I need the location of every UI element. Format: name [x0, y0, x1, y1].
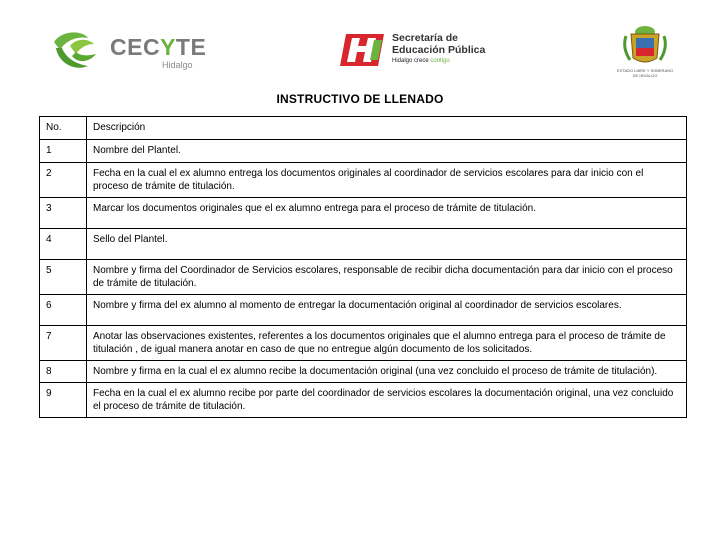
row-description: Sello del Plantel.: [87, 229, 687, 260]
row-number: 6: [40, 295, 87, 326]
hidalgo-seal: [614, 22, 676, 92]
row-number: 7: [40, 326, 87, 361]
row-description: Fecha en la cual el ex alumno entrega los documentos originales al coordinador de servicios escolares para dar inicio con el proceso de trámite de titulación.: [87, 163, 687, 198]
table-row: [40, 140, 687, 163]
row-description: Marcar los documentos originales que el ex alumno entrega para el proceso de trámite de titulación.: [87, 198, 687, 229]
table-row: [40, 326, 687, 361]
row-description: Nombre del Plantel.: [87, 140, 687, 163]
row-number: 9: [40, 383, 87, 418]
row-number: 4: [40, 229, 87, 260]
row-number: 5: [40, 260, 87, 295]
row-number: 3: [40, 198, 87, 229]
page-header: [0, 0, 720, 90]
sep-title: Secretaría de Educación Pública: [392, 32, 486, 56]
cecyte-leaf-icon: [48, 28, 108, 76]
cecyte-logo: [48, 28, 208, 76]
page-title: INSTRUCTIVO DE LLENADO: [276, 92, 444, 106]
seal-caption: ESTADO LIBRE Y SOBERANO DE HIDALGO: [616, 68, 674, 78]
sep-slogan: Hidalgo crece contigo: [392, 58, 450, 64]
cecyte-subtitle: Hidalgo: [162, 60, 193, 70]
table-row: [40, 295, 687, 326]
row-description: Nombre y firma en la cual el ex alumno recibe la documentación original (una vez concluido el proceso de trámite de titulación).: [87, 361, 687, 383]
table-row: [40, 361, 687, 383]
sep-h-icon: [338, 30, 386, 70]
table-header-row: [40, 117, 687, 140]
row-description: Anotar las observaciones existentes, referentes a los documentos originales que el alumno entrega para el proceso de trámite de titulación , de igual manera anotar en caso de que no entregue algún documento de los solicitados.: [87, 326, 687, 361]
row-description: Fecha en la cual el ex alumno recibe por parte del coordinador de servicios escolares la documentación original, una vez concluido el proceso de trámite de titulación.: [87, 383, 687, 418]
header-number: No.: [40, 117, 87, 140]
row-number: 1: [40, 140, 87, 163]
row-number: 2: [40, 163, 87, 198]
table-row: [40, 260, 687, 295]
header-description: Descripción: [87, 117, 687, 140]
sep-logo: [338, 30, 508, 74]
cecyte-wordmark: CECYTE: [110, 34, 207, 60]
row-description: Nombre y firma del ex alumno al momento de entregar la documentación original al coordinador de servicios escolares.: [87, 295, 687, 326]
instructions-table: [39, 116, 687, 418]
row-description: Nombre y firma del Coordinador de Servicios escolares, responsable de recibir dicha documentación para dar inicio con el proceso de trámite de titulación.: [87, 260, 687, 295]
table-row: [40, 163, 687, 198]
table-row: [40, 198, 687, 229]
table-row: [40, 229, 687, 260]
row-number: 8: [40, 361, 87, 383]
table-row: [40, 383, 687, 418]
seal-emblem-icon: [614, 22, 676, 68]
